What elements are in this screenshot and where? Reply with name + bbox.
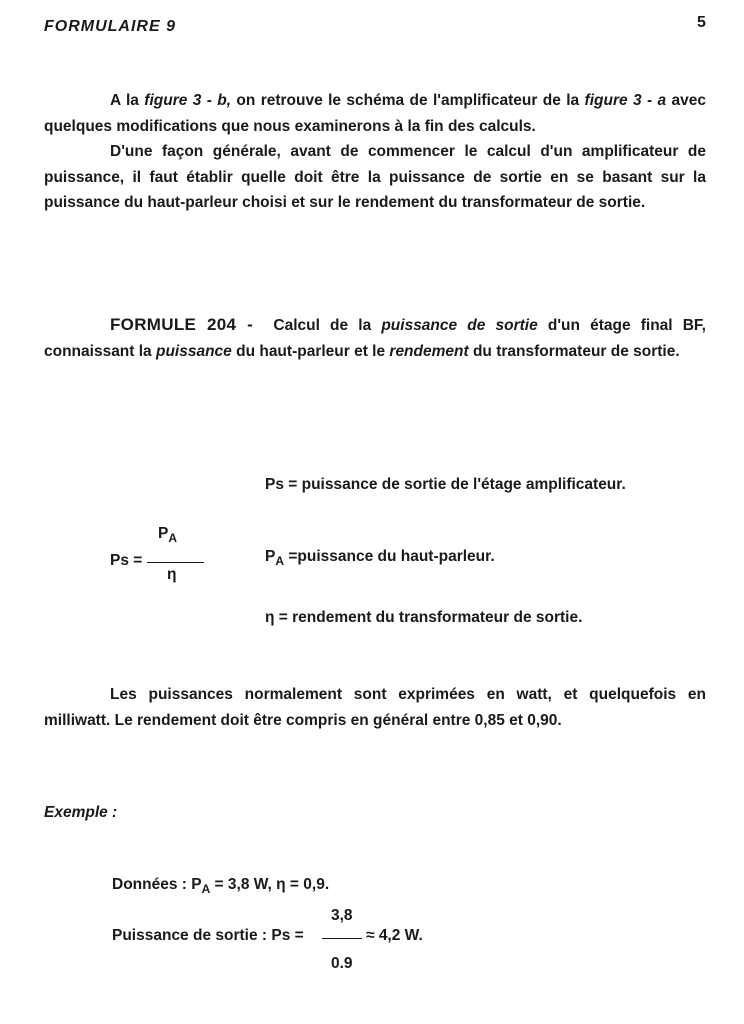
formula-paragraph	[44, 312, 706, 364]
example-result-numerator: 3,8	[331, 907, 353, 924]
intro-figure-ref-1: figure 3 - b,	[144, 92, 232, 109]
intro-text-c: avec quelques modifications que nous examinerons à la fin des calculs.	[44, 92, 706, 135]
notes-paragraph	[44, 682, 706, 733]
formula-numerator	[158, 525, 177, 545]
example-donnees-a: Données : P	[112, 876, 202, 893]
example-donnees	[112, 876, 329, 896]
formula-lhs: Ps =	[110, 552, 143, 569]
example-donnees-b: = 3,8 W, η = 0,9.	[210, 876, 330, 893]
example-result-fraction-bar	[322, 938, 362, 939]
intro-paragraph	[44, 88, 706, 216]
intro-text-d: D'une façon générale, avant de commencer le calcul d'un amplificateur de puissance, il faut établir quelle doit être la puissance de sortie en se basant sur la puissance du haut-parleur choisi et sur le rendement du transformateur de sortie.	[44, 143, 706, 211]
formula-numerator-symbol: P	[158, 525, 169, 542]
formula-em-2: puissance	[155, 342, 232, 360]
intro-text-a: A la	[110, 92, 145, 109]
header-title: FORMULAIRE 9	[44, 18, 176, 35]
definition-pa-text: =puissance du haut-parleur.	[288, 548, 495, 565]
definition-pa-symbol: P	[265, 548, 276, 565]
example-result-denominator: 0.9	[331, 955, 353, 972]
formula-em-3: rendement	[389, 342, 469, 360]
example-donnees-subscript: A	[201, 882, 211, 896]
definition-pa-subscript: A	[275, 554, 285, 568]
example-result	[112, 927, 304, 945]
formula-text-a: Calcul de la	[273, 317, 382, 334]
formula-text-c: du haut-parleur et le	[231, 342, 390, 360]
notes-text: Les puissances normalement sont exprimées en watt, et quelquefois en milliwatt. Le rendement doit être compris en général entre 0,85 et 0,90.	[44, 686, 706, 729]
definition-eta: η = rendement du transformateur de sortie.	[265, 609, 583, 626]
formula-text-d: du transformateur de sortie.	[468, 342, 680, 360]
example-result-value: ≈ 4,2 W.	[366, 927, 423, 944]
intro-figure-ref-2: figure 3 - a	[584, 92, 667, 109]
formula-denominator: η	[167, 566, 177, 583]
formula-em-1: puissance de sortie	[381, 317, 538, 334]
intro-text-b: on retrouve le schéma de l'amplificateur de la	[231, 92, 585, 109]
definition-ps: Ps = puissance de sortie de l'étage amplificateur.	[265, 476, 626, 493]
formula-label: FORMULE 204 -	[110, 315, 254, 334]
page-number: 5	[697, 14, 706, 31]
example-result-label: Puissance de sortie : Ps =	[112, 927, 304, 944]
formula-numerator-subscript: A	[168, 531, 178, 545]
formula-equation	[110, 522, 310, 592]
formula-fraction-bar	[147, 562, 204, 563]
formula-text-b: d'un étage final BF, connaissant la	[44, 317, 706, 360]
example-label: Exemple :	[44, 804, 118, 821]
